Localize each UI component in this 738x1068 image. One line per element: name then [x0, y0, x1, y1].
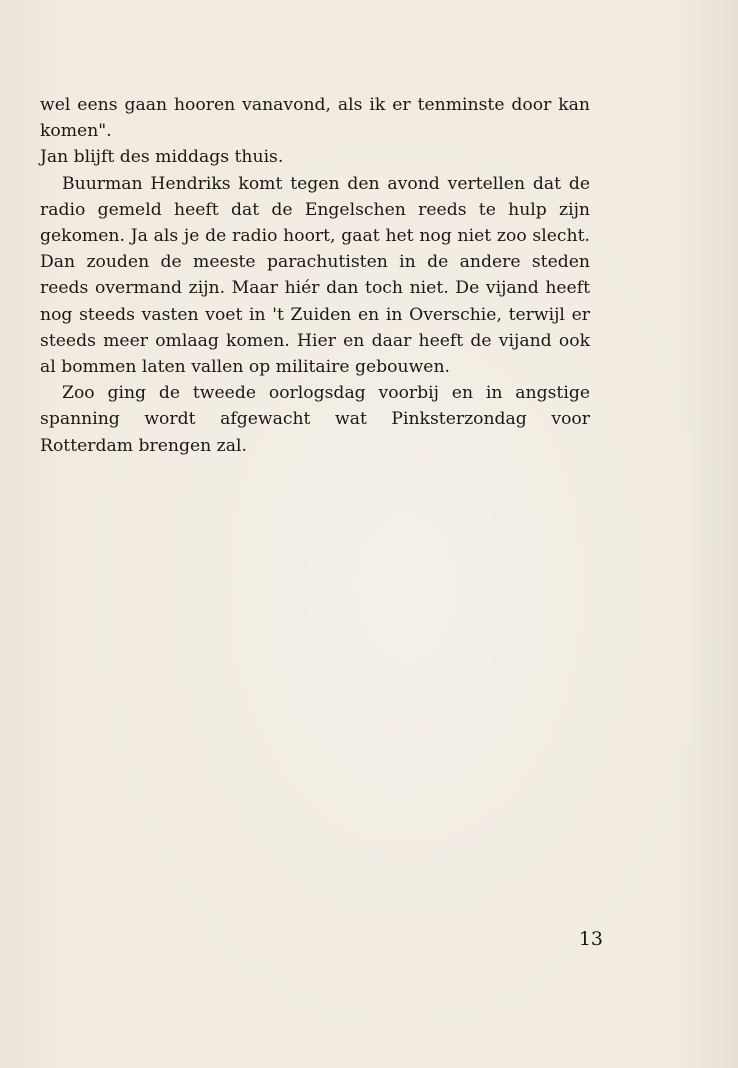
paragraph-2: Jan blijft des middags thuis.: [40, 147, 284, 168]
body-text: [40, 92, 590, 459]
paragraph-4: Zoo ging de tweede oorlogsdag voorbij en in angstige spanning wordt afgewacht wat Pinksterzondag voor Rotterdam brengen zal.: [40, 383, 590, 456]
page-number: 13: [578, 928, 603, 950]
paragraph-1: wel eens gaan hooren vanavond, als ik er tenminste door kan komen".: [40, 95, 590, 142]
paragraph-3: Buurman Hendriks komt tegen den avond vertellen dat de radio gemeld heeft dat de Engelschen reeds te hulp zijn gekomen. Ja als je de radio hoort, gaat het nog niet zoo slecht. Dan zouden de meeste parachutisten in de andere steden reeds overmand zijn. Maar hiér dan toch niet. De vijand heeft nog steeds vasten voet in 't Zuiden en in Overschie, terwijl er steeds meer omlaag komen. Hier en daar heeft de vijand ook al bommen laten vallen op militaire gebouwen.: [40, 173, 590, 378]
